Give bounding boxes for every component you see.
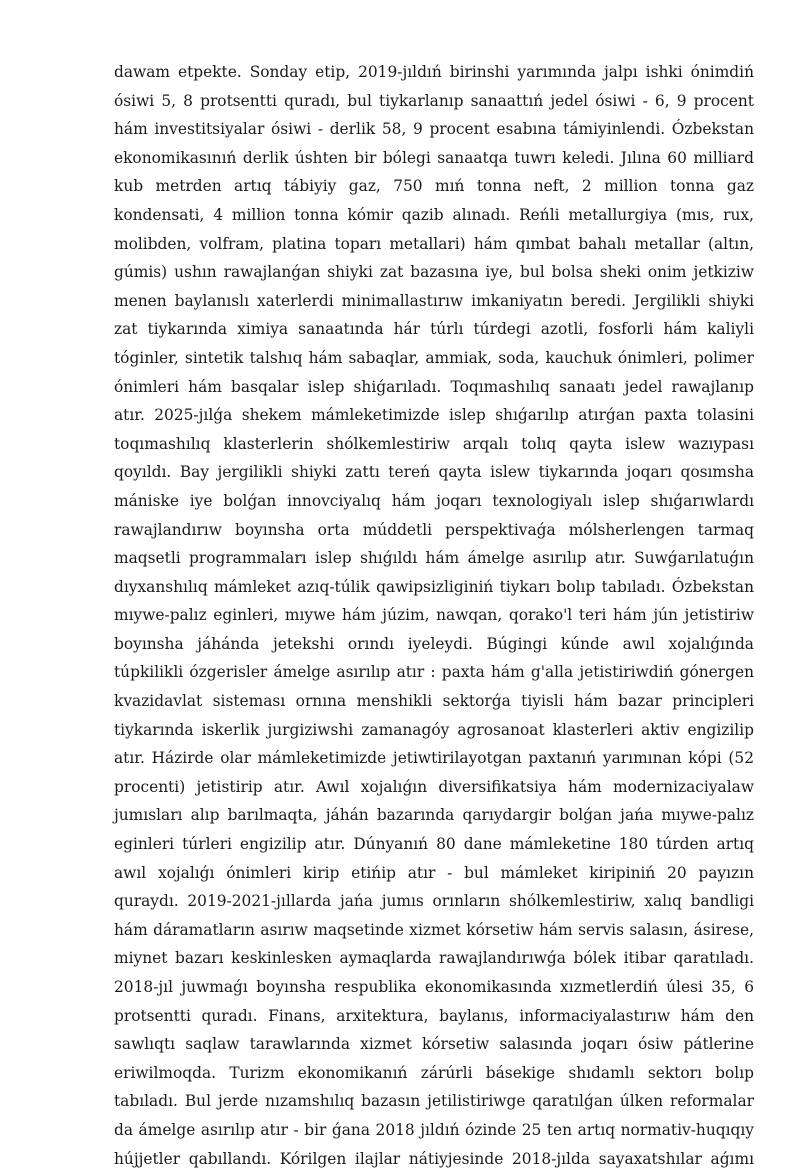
text-line: hújjetler qabıllandı. Kórilgen ilajlar nátiyjesinde 2018-jılda sayaxatshılar aǵımı bbox=[114, 1149, 754, 1168]
text-line: túpkilikli ózgerisler ámelge asırılıp atır : paxta hám g'alla jetistiriwdiń gónergen bbox=[114, 663, 754, 682]
text-line: da ámelge asırılıp atır - bir ǵana 2018 jıldıń ózinde 25 ten artıq normativ-huqıqıy bbox=[114, 1120, 754, 1139]
text-line: awıl xojalıǵı ónimleri kirip etińip atır - bul mámleket kiripiniń 20 payızın bbox=[114, 863, 754, 882]
text-line: boyınsha jáhánda jetekshi orındı iyeleydi. Búgingi kúnde awıl xojalıǵında bbox=[114, 634, 754, 653]
text-line: protsentti quradı. Finans, arxitektura, baylanıs, informaciyalastırıw hám den bbox=[114, 1006, 754, 1025]
text-line: quraydı. 2019-2021-jıllarda jańa jumıs orınların shólkemlestiriw, xalıq bandligi bbox=[114, 892, 754, 911]
text-line: ósiwi 5, 8 protsentti quradı, bul tiykarlanıp sanaattıń jedel ósiwi - 6, 9 procent bbox=[114, 91, 754, 110]
text-line: tiykarında iskerlik jurgiziwshi zamanagóy agrosanoat klasterleri aktiv engizilip bbox=[114, 720, 754, 739]
text-line: mıywe-palız eginleri, mıywe hám júzim, nawqan, qorako'l teri hám jún jetistiriw bbox=[114, 606, 754, 625]
text-line: hám dáramatların asırıw maqsetinde xizmet kórsetiw hám servis salasın, ásirese, bbox=[114, 920, 754, 939]
text-line: kondensati, 4 million tonna kómir qazib alınadı. Reńli metallurgiya (mıs, rux, bbox=[114, 205, 754, 224]
text-line: maqsetli programmaları islep shıǵıldı hám ámelge asırılıp atır. Suwǵarılatuǵın bbox=[114, 549, 754, 568]
text-line: tóginler, sintetik talshıq hám sabaqlar, ammiak, soda, kauchuk ónimleri, polimer bbox=[114, 348, 754, 367]
text-line: eginleri túrleri engizilip atır. Dúnyanıń 80 dane mámleketine 180 túrden artıq bbox=[114, 835, 754, 854]
text-line: 2018-jıl juwmaǵı boyınsha respublika ekonomikasında xızmetlerdiń úlesi 35, 6 bbox=[114, 978, 754, 996]
text-line: dawam etpekte. Sonday etip, 2019-jıldıń birinshi yarımında jalpı ishki ónimdiń bbox=[114, 63, 754, 81]
text-line: dıyxanshılıq mámleket azıq-túlik qawipsizliginiń tiykarı bolıp tabıladı. Ózbekstan bbox=[114, 577, 754, 596]
text-line: menen baylanıslı xaterlerdi minimallastırıw imkaniyatın beredi. Jergilikli shiyki bbox=[114, 291, 754, 310]
text-line: rawajlandırıw boyınsha orta múddetli perspektivaǵa mólsherlengen tarmaq bbox=[114, 520, 754, 539]
text-line: procenti) jetistirip atır. Awıl xojalıǵın diversifikatsiya hám modernizaciyalaw bbox=[114, 777, 754, 796]
text-line: mániske iye bolǵan innovciyalıq hám joqarı texnologiyalı islep shıǵarıwlardı bbox=[114, 491, 754, 510]
text-line: ónimleri hám basqalar islep shiǵarıladı. Toqımashılıq sanaatı jedel rawajlanıp bbox=[114, 377, 754, 396]
text-line: atır. Házirde olar mámleketimizde jetiwtirilayotgan paxtanıń yarımınan kópi (52 bbox=[114, 749, 754, 768]
text-line: sawlıqtı saqlaw tarawlarında xizmet kórsetiw salasında joqarı ósiw pátlerine bbox=[114, 1035, 754, 1054]
text-line: miynet bazarı keskinlesken aymaqlarda rawajlandırıwǵa bólek itibar qaratıladı. bbox=[114, 949, 754, 968]
text-line: eriwilmoqda. Turizm ekonomikanıń zárúrli básekige shıdamlı sektorı bolıp bbox=[114, 1063, 754, 1082]
text-line: tabıladı. Bul jerde nızamshılıq bazasın jetilistiriwge qaratılǵan úlken reformalar bbox=[114, 1092, 754, 1111]
text-line: jumısları alıp barılmaqta, jáhán bazarında qarıydargir bolǵan jańa mıywe-palız bbox=[114, 806, 754, 825]
text-line: atır. 2025-jılǵa shekem mámleketimizde islep shıǵarılıp atırǵan paxta tolasini bbox=[114, 406, 754, 425]
text-line: molibden, volfram, platina toparı metallari) hám qımbat bahalı metallar (altın, bbox=[114, 234, 754, 253]
text-line: toqımashılıq klasterlerin shólkemlestiriw arqalı tolıq qayta islew wazıypası bbox=[114, 434, 754, 453]
text-line: zat tiykarında ximiya sanaatında hár túrlı túrdegi azotli, fosforli hám kaliyli bbox=[114, 320, 754, 339]
text-line: qoyıldı. Bay jergilikli shiyki zattı tereń qayta islew tiykarında joqarı qosımsha bbox=[114, 463, 754, 482]
text-line: kvazidavlat sisteması ornına menshikli sektorǵa tiyisli hám bazar principleri bbox=[114, 692, 754, 711]
body-text bbox=[114, 58, 754, 1173]
text-line: ekonomikasınıń derlik úshten bir bólegi sanaatqa tuwrı keledi. Jılına 60 milliard bbox=[114, 148, 754, 167]
text-line: hám investitsiyalar ósiwi - derlik 58, 9 procent esabına támiyinlendi. Ózbekstan bbox=[114, 120, 754, 139]
text-line: kub metrden artıq tábiyiy gaz, 750 mıń tonna neft, 2 million tonna gaz bbox=[114, 177, 754, 196]
text-line: gúmis) ushın rawajlanǵan shiyki zat bazasına iye, bul bolsa sheki onim jetkiziw bbox=[114, 263, 754, 282]
